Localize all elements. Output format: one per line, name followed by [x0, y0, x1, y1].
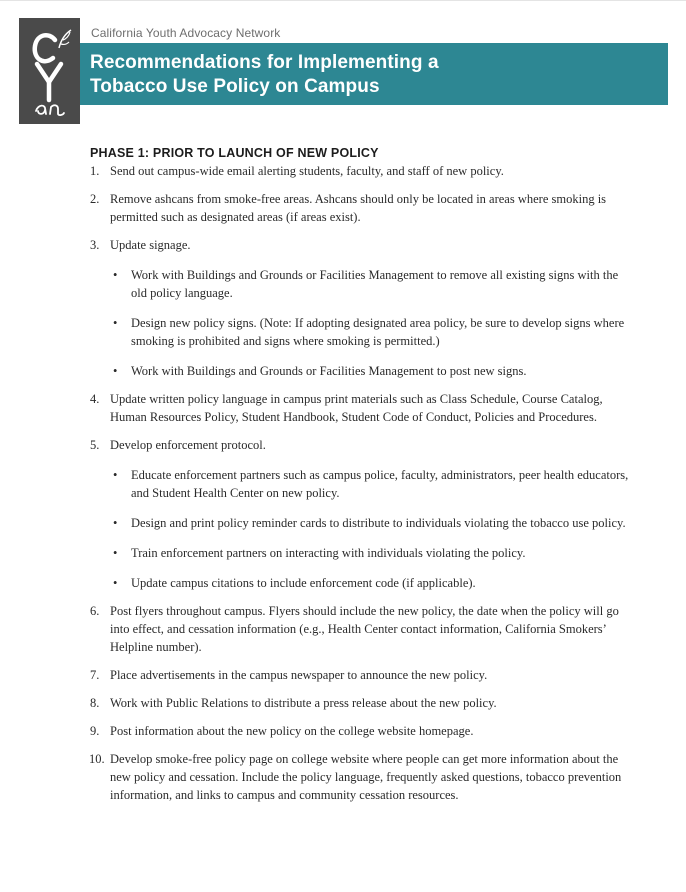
step-text: Update signage.: [110, 238, 191, 252]
bullet-item: [110, 266, 630, 302]
step-number: 7.: [90, 668, 100, 682]
title-line-2: Tobacco Use Policy on Campus: [90, 76, 380, 97]
step-4: [90, 390, 630, 426]
step-1: [90, 162, 630, 180]
bullet-item: [110, 574, 630, 592]
bullet-icon: •: [113, 364, 118, 378]
step-text: Send out campus-wide email alerting students, faculty, and staff of new policy.: [110, 164, 504, 178]
bullet-text: Update campus citations to include enforcement code (if applicable).: [131, 576, 476, 590]
step-text: Develop smoke-free policy page on college website where people can get more information about the new policy and cessation. Include the policy language, frequently asked questions, tobacco prevention information, and links to campus and community cessation resources.: [110, 752, 622, 802]
document-title: [90, 51, 439, 99]
step-number: 2.: [90, 192, 100, 206]
bullet-item: [110, 544, 630, 562]
step-text: Post flyers throughout campus. Flyers should include the new policy, the date when the policy will go into effect, and cessation information (e.g., Health Center contact information, California Smokers’ Helpline number).: [110, 604, 619, 654]
bullet-item: [110, 514, 630, 532]
step-text: Develop enforcement protocol.: [110, 438, 266, 452]
step-5-bullets: [110, 466, 630, 592]
bullet-text: Design and print policy reminder cards to distribute to individuals violating the tobacco use policy.: [131, 516, 626, 530]
top-divider: [0, 0, 686, 1]
cyan-logo-mark: [19, 18, 80, 124]
step-number: 10.: [89, 752, 105, 766]
bullet-icon: •: [113, 268, 118, 282]
bullet-text: Work with Buildings and Grounds or Facilities Management to remove all existing signs with the old policy language.: [131, 268, 619, 300]
title-line-1: Recommendations for Implementing a: [90, 52, 439, 73]
bullet-text: Educate enforcement partners such as campus police, faculty, administrators, peer health educators, and Student Health Center on new policy.: [131, 468, 629, 500]
step-6: [90, 602, 630, 656]
step-5: [90, 436, 630, 592]
step-number: 9.: [90, 724, 100, 738]
bullet-icon: •: [113, 468, 118, 482]
step-number: 8.: [90, 696, 100, 710]
title-banner: [80, 43, 668, 105]
step-7: [90, 666, 630, 684]
bullet-text: Design new policy signs. (Note: If adopting designated area policy, be sure to develop signs where smoking is prohibited and signs where smoking is permitted.): [131, 316, 625, 348]
bullet-icon: •: [113, 516, 118, 530]
step-text: Place advertisements in the campus newspaper to announce the new policy.: [110, 668, 488, 682]
step-number: 5.: [90, 438, 100, 452]
step-number: 6.: [90, 604, 100, 618]
step-8: [90, 694, 630, 712]
bullet-text: Work with Buildings and Grounds or Facilities Management to post new signs.: [131, 364, 527, 378]
step-text: Post information about the new policy on the college website homepage.: [110, 724, 474, 738]
document-body: [90, 146, 630, 814]
step-text: Remove ashcans from smoke-free areas. Ashcans should only be located in areas where smoking is permitted such as designated areas (if areas exist).: [110, 192, 607, 224]
step-3-bullets: [110, 266, 630, 380]
phase-heading: PHASE 1: PRIOR TO LAUNCH OF NEW POLICY: [90, 146, 379, 160]
cyan-logo: [19, 18, 80, 124]
bullet-item: [110, 314, 630, 350]
organization-name: California Youth Advocacy Network: [91, 26, 281, 40]
bullet-item: [110, 466, 630, 502]
step-9: [90, 722, 630, 740]
step-text: Work with Public Relations to distribute a press release about the new policy.: [110, 696, 497, 710]
bullet-icon: •: [113, 546, 118, 560]
step-3: [90, 236, 630, 380]
step-10: [90, 750, 630, 804]
bullet-item: [110, 362, 630, 380]
steps-list: [90, 162, 630, 804]
bullet-text: Train enforcement partners on interacting with individuals violating the policy.: [131, 546, 526, 560]
step-number: 3.: [90, 238, 100, 252]
bullet-icon: •: [113, 316, 118, 330]
bullet-icon: •: [113, 576, 118, 590]
step-number: 4.: [90, 392, 100, 406]
step-number: 1.: [90, 164, 100, 178]
step-text: Update written policy language in campus print materials such as Class Schedule, Course Catalog, Human Resources Policy, Student Handbook, Student Code of Conduct, Policies and Procedures.: [110, 392, 603, 424]
step-2: [90, 190, 630, 226]
